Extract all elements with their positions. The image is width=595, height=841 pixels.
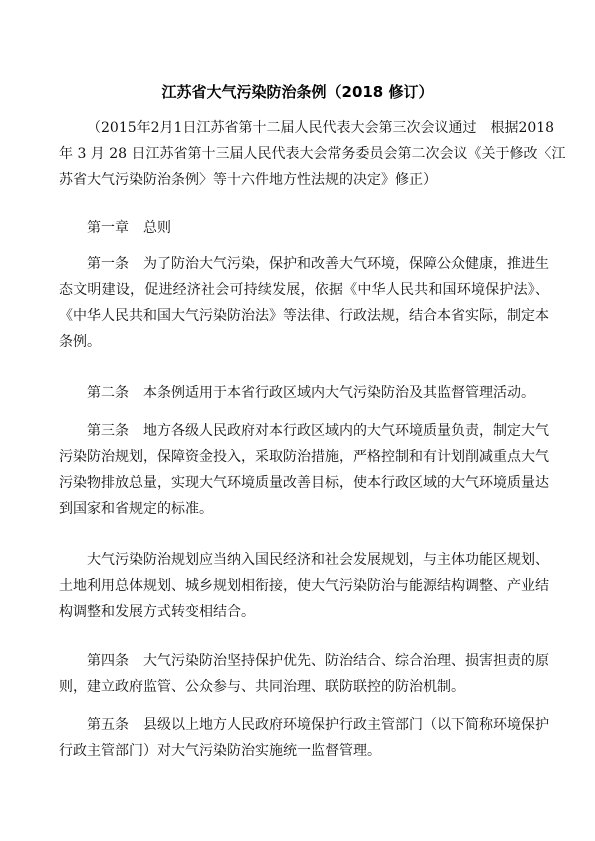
article-line: 到国家和省规定的标准。 [59,501,213,517]
chapter-heading: 第一章 总则 [87,220,171,236]
article-5 [59,712,549,764]
article-line: 土地利用总体规划、城乡规划相衔接，使大气污染防治与能源结构调整、产业结 [59,578,549,594]
preamble-line: 苏省大气污染防治条例〉等十六件地方性法规的决定》修正） [59,172,437,188]
preamble [59,115,566,193]
article-line: 则，建立政府监管、公众参与、共同治理、联防联控的防治机制。 [59,679,465,695]
article-2 [59,380,549,406]
article-line: 第四条 大气污染防治坚持保护优先、防治结合、综合治理、损害担责的原 [87,653,549,669]
article-line: 第五条 县级以上地方人民政府环境保护行政主管部门（以下简称环境保护 [87,717,549,733]
preamble-line: 年 3 月 28 日江苏省第十三届人民代表大会常务委员会第二次会议《关于修改〈江 [59,146,566,162]
article-line: 《中华人民共和国大气污染防治法》等法律、行政法规，结合本省实际，制定本 [59,308,549,324]
article-line: 行政主管部门）对大气污染防治实施统一监督管理。 [59,743,381,759]
article-line: 大气污染防治规划应当纳入国民经济和社会发展规划，与主体功能区规划、 [87,552,549,568]
chapter-heading-block [59,215,549,241]
article-line: 污染物排放总量，实现大气环境质量改善目标，使本行政区域的大气环境质量达 [59,475,549,491]
document-title: 江苏省大气污染防治条例（2018 修订） [161,83,434,101]
article-line: 态文明建设，促进经济社会可持续发展，依据《中华人民共和国环境保护法》、 [59,282,549,298]
preamble-line: （2015年2月1日江苏省第十二届人民代表大会第三次会议通过 根据2018 [87,120,555,136]
article-3 [59,418,549,522]
article-3-paragraph-2 [59,547,549,625]
article-4 [59,648,549,700]
article-line: 污染防治规划，保障资金投入，采取防治措施，严格控制和有计划削减重点大气 [59,449,549,465]
article-line: 第一条 为了防治大气污染，保护和改善大气环境，保障公众健康，推进生 [87,256,549,272]
article-line: 第二条 本条例适用于本省行政区域内大气污染防治及其监督管理活动。 [87,385,535,401]
article-line: 条例。 [59,334,101,350]
article-line: 构调整和发展方式转变相结合。 [59,604,255,620]
article-line: 第三条 地方各级人民政府对本行政区域内的大气环境质量负责，制定大气 [87,423,549,439]
article-1 [59,251,549,355]
